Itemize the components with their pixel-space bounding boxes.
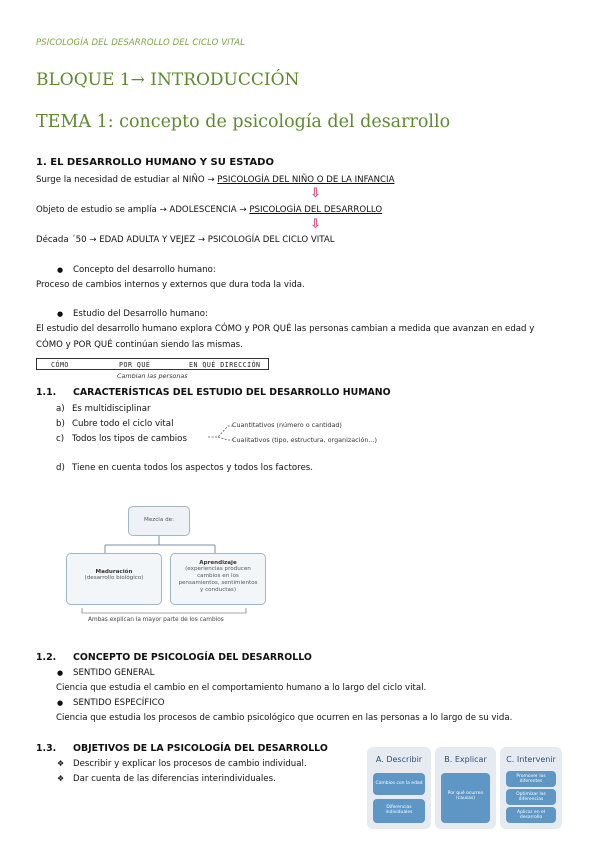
item-text: Es multidisciplinar bbox=[72, 404, 151, 414]
objective-col-title: C. Intervenir bbox=[506, 755, 556, 764]
section-1-2-number: 1.2. bbox=[36, 652, 57, 663]
section-1-title: 1. EL DESARROLLO HUMANO Y SU ESTADO bbox=[36, 157, 274, 168]
box-col-direction: EN QUÉ DIRECCIÓN bbox=[189, 361, 261, 369]
diamond-bullet-icon: ❖ bbox=[57, 759, 65, 768]
bullet-icon: ● bbox=[57, 266, 64, 274]
objective-card: Optimizar las diferencias bbox=[506, 789, 556, 805]
item-letter: b) bbox=[56, 419, 65, 429]
section-1-2-title: CONCEPTO DE PSICOLOGÍA DEL DESARROLLO bbox=[73, 652, 312, 663]
study-text-1: El estudio del desarrollo humano explora CÓMO y POR QUÉ las personas cambian a medida que avanzan en edad y bbox=[36, 324, 535, 334]
topic-heading: TEMA 1: concepto de psicología del desarrollo bbox=[36, 112, 451, 132]
objective-col-explain bbox=[435, 747, 496, 829]
study-title: Estudio del Desarrollo humano: bbox=[73, 309, 208, 319]
section-1-3-number: 1.3. bbox=[36, 743, 57, 754]
item-letter: d) bbox=[56, 463, 65, 473]
item-text: Tiene en cuenta todos los aspectos y todos los factores. bbox=[72, 463, 314, 473]
concept-title: Concepto del desarrollo humano: bbox=[73, 265, 216, 275]
history-line-1: Surge la necesidad de estudiar al NIÑO → PSICOLOGÍA DEL NIÑO O DE LA INFANCIA bbox=[36, 175, 395, 185]
page-header: PSICOLOGÍA DEL DESARROLLO DEL CICLO VITAL bbox=[36, 38, 245, 48]
diagram-caption: Ambas explican la mayor parte de los cambios bbox=[88, 617, 224, 623]
objective-card: Aplicar en el desarrollo bbox=[506, 807, 556, 823]
item-text: Todos los tipos de cambios bbox=[72, 434, 187, 444]
diagram-maturation-box: Maduración (desarrollo biológico) bbox=[66, 553, 162, 605]
diagram-top-box: Mezcla de: bbox=[128, 506, 190, 536]
section-1-1-number: 1.1. bbox=[36, 387, 57, 398]
diagram-learning-box: Aprendizaje (experiencias producen cambios en los pensamientos, sentimientos y conductas) bbox=[170, 553, 266, 605]
objective-col-intervene bbox=[500, 747, 562, 829]
down-arrow-icon: ⇩ bbox=[310, 217, 321, 232]
history-line-3: Década ´50 → EDAD ADULTA Y VEJEZ → PSICOLOGÍA DEL CICLO VITAL bbox=[36, 235, 335, 245]
note-quantitative: Cuantitativos (número o cantidad) bbox=[232, 421, 342, 429]
bullet-icon: ● bbox=[57, 699, 64, 707]
general-sense-title: SENTIDO GENERAL bbox=[73, 668, 155, 678]
objective-col-describe bbox=[367, 747, 431, 829]
objective-item: Dar cuenta de las diferencias interindividuales. bbox=[73, 774, 276, 784]
item-letter: c) bbox=[56, 434, 65, 444]
section-1-1-title: CARACTERÍSTICAS DEL ESTUDIO DEL DESARROLLO HUMANO bbox=[73, 387, 391, 398]
general-sense-text: Ciencia que estudia el cambio en el comportamiento humano a lo largo del ciclo vital. bbox=[56, 683, 427, 693]
bullet-icon: ● bbox=[57, 310, 64, 318]
section-1-3-title: OBJETIVOS DE LA PSICOLOGÍA DEL DESARROLLO bbox=[73, 743, 328, 754]
questions-box bbox=[36, 358, 269, 370]
objective-card: Diferencias individuales bbox=[373, 799, 425, 823]
box-col-how: CÓMO bbox=[51, 361, 69, 369]
concept-text: Proceso de cambios internos y externos que dura toda la vida. bbox=[36, 280, 305, 290]
diamond-bullet-icon: ❖ bbox=[57, 774, 65, 783]
study-text-2: CÓMO y POR QUÉ continúan siendo las mismas. bbox=[36, 340, 243, 350]
objective-card: Promover los diferentes bbox=[506, 771, 556, 787]
down-arrow-icon: ⇩ bbox=[310, 186, 321, 201]
history-line-2: Objeto de estudio se amplía → ADOLESCENCIA → PSICOLOGÍA DEL DESARROLLO bbox=[36, 205, 383, 215]
objective-card: Cambios con la edad bbox=[373, 773, 425, 795]
specific-sense-text: Ciencia que estudia los procesos de cambio psicológico que ocurren en las personas a lo largo de su vida. bbox=[56, 713, 513, 723]
box-note: Cambian las personas bbox=[117, 372, 188, 380]
block-heading: BLOQUE 1→ INTRODUCCIÓN bbox=[36, 70, 300, 90]
objective-item: Describir y explicar los procesos de cambio individual. bbox=[73, 759, 307, 769]
bullet-icon: ● bbox=[57, 669, 64, 677]
specific-sense-title: SENTIDO ESPECÍFICO bbox=[73, 698, 165, 708]
objective-card: Por qué ocurren (causas) bbox=[441, 773, 490, 823]
item-text: Cubre todo el ciclo vital bbox=[72, 419, 174, 429]
note-qualitative: Cualitativos (tipo, estructura, organización...) bbox=[232, 436, 377, 444]
objective-col-title: A. Describir bbox=[375, 755, 423, 764]
box-col-why: POR QUÉ bbox=[119, 361, 151, 369]
item-letter: a) bbox=[56, 404, 65, 414]
objective-col-title: B. Explicar bbox=[444, 755, 487, 764]
